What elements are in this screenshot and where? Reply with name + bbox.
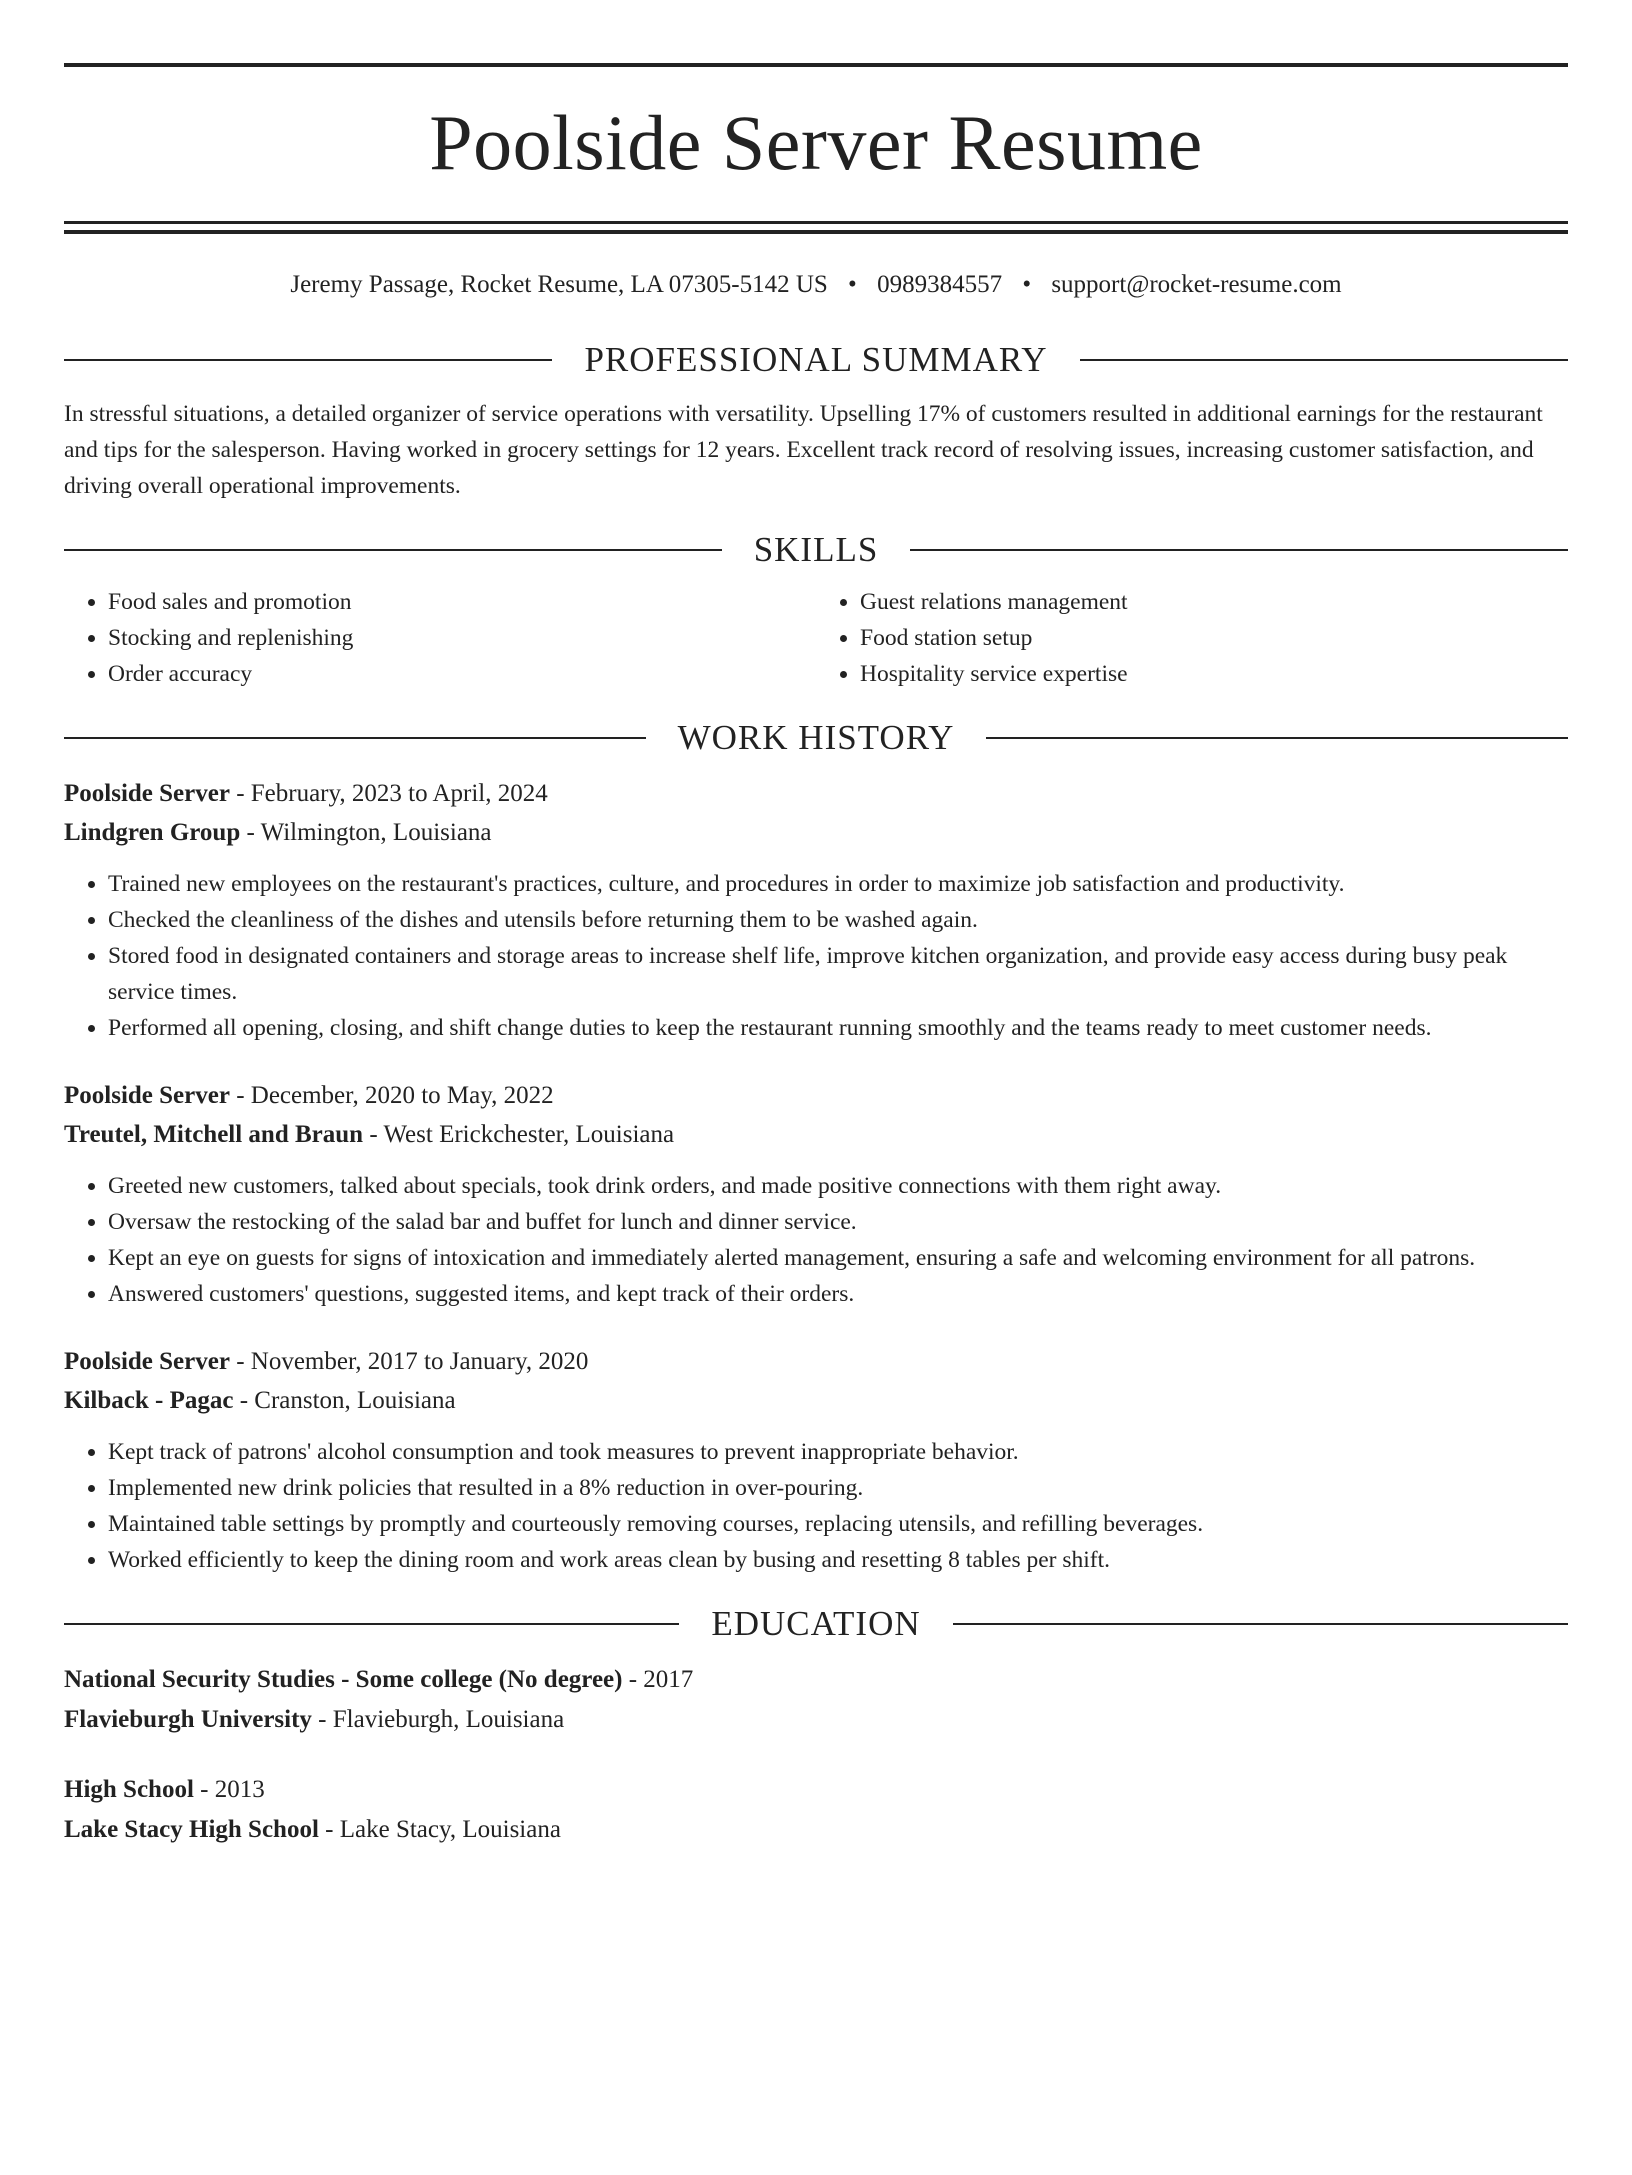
job-entry: [64, 1076, 1568, 1312]
title-double-rule: [64, 221, 1568, 234]
job-duty: • Greeted new customers, talked about specials, took drink orders, and made positive connections with them right away.: [108, 1168, 1568, 1204]
contact-separator: •: [1022, 271, 1032, 298]
education-degree: National Security Studies - Some college (No degree): [64, 1666, 623, 1693]
heading-rule: [910, 549, 1568, 551]
job-duties: [64, 1168, 1568, 1312]
education-school: Flavieburgh University: [64, 1706, 312, 1733]
job-location: - Cranston, Louisiana: [233, 1387, 456, 1414]
job-title-line: [64, 1342, 1568, 1381]
job-duties: [64, 1434, 1568, 1578]
contact-line: [64, 268, 1568, 302]
education-degree-line: [64, 1770, 1568, 1810]
skills-heading-label: SKILLS: [753, 530, 879, 569]
skill-item: • Order accuracy: [108, 656, 816, 692]
job-duty: • Performed all opening, closing, and shift change duties to keep the restaurant running smoothly and the teams ready to meet customer needs.: [108, 1010, 1568, 1046]
contact-separator: •: [848, 271, 857, 298]
heading-rule: [1080, 359, 1568, 361]
education-year: - 2017: [622, 1666, 694, 1693]
skills-column-left: [64, 584, 816, 692]
job-duty: • Kept an eye on guests for signs of intoxication and immediately alerted management, ensuring a safe and welcoming environment for all patrons.: [108, 1240, 1568, 1276]
job-duty: • Implemented new drink policies that resulted in a 8% reduction in over-pouring.: [108, 1470, 1568, 1506]
heading-rule: [64, 1623, 679, 1625]
job-company-line: [64, 1115, 1568, 1154]
job-duty: • Worked efficiently to keep the dining room and work areas clean by busing and resetting 8 tables per shift.: [108, 1542, 1568, 1578]
job-entry: [64, 774, 1568, 1046]
skills-heading: [64, 528, 1568, 572]
education-entry: [64, 1770, 1568, 1850]
job-title: Poolside Server: [64, 1082, 230, 1109]
job-duties: [64, 866, 1568, 1046]
job-title-line: [64, 1076, 1568, 1115]
job-duty: • Trained new employees on the restaurant's practices, culture, and procedures in order to maximize job satisfaction and productivity.: [108, 866, 1568, 902]
education-year: - 2013: [193, 1776, 265, 1803]
job-duty: • Maintained table settings by promptly and courteously removing courses, replacing utensils, and refilling beverages.: [108, 1506, 1568, 1542]
job-title: Poolside Server: [64, 1348, 230, 1375]
top-rule: [64, 63, 1568, 67]
heading-rule: [953, 1623, 1568, 1625]
job-title: Poolside Server: [64, 780, 230, 807]
education-location: - Lake Stacy, Louisiana: [318, 1816, 561, 1843]
job-company: Lindgren Group: [64, 819, 241, 846]
job-location: - Wilmington, Louisiana: [240, 819, 492, 846]
education-degree: High School: [64, 1776, 194, 1803]
contact-phone: 0989384557: [877, 271, 1003, 298]
job-company: Treutel, Mitchell and Braun: [64, 1121, 364, 1148]
job-location: - West Erickchester, Louisiana: [363, 1121, 675, 1148]
skill-item: • Food sales and promotion: [108, 584, 816, 620]
skill-item: • Guest relations management: [860, 584, 1568, 620]
summary-text: In stressful situations, a detailed organizer of service operations with versatility. Upselling 17% of customers resulted in additional earnings for the restaurant and tips for the salesperson. Having worked in grocery settings for 12 years. Excellent track record of resolving issues, increasing customer satisfaction, and driving overall operational improvements.: [64, 401, 1543, 499]
job-dates: - February, 2023 to April, 2024: [229, 780, 548, 807]
job-duty: • Stored food in designated containers and storage areas to increase shelf life, improve kitchen organization, and provide easy access during busy peak service times.: [108, 938, 1568, 1010]
skills-column-right: [816, 584, 1568, 692]
education-degree-line: [64, 1660, 1568, 1700]
resume-title: Poolside Server Resume: [429, 99, 1203, 186]
job-duty: • Checked the cleanliness of the dishes and utensils before returning them to be washed again.: [108, 902, 1568, 938]
contact-email: support@rocket-resume.com: [1051, 271, 1342, 298]
job-entry: [64, 1342, 1568, 1578]
job-dates: - November, 2017 to January, 2020: [229, 1348, 589, 1375]
job-duty: • Oversaw the restocking of the salad bar and buffet for lunch and dinner service.: [108, 1204, 1568, 1240]
education-entry: [64, 1660, 1568, 1740]
work-heading-label: WORK HISTORY: [677, 718, 955, 757]
summary-heading: [64, 338, 1568, 382]
heading-rule: [986, 737, 1568, 739]
education-heading-label: EDUCATION: [711, 1604, 921, 1643]
job-company-line: [64, 1381, 1568, 1420]
education-location: - Flavieburgh, Louisiana: [311, 1706, 565, 1733]
job-title-line: [64, 774, 1568, 813]
job-duty: • Answered customers' questions, suggested items, and kept track of their orders.: [108, 1276, 1568, 1312]
work-heading: [64, 716, 1568, 760]
education-school-line: [64, 1700, 1568, 1740]
job-duty: • Kept track of patrons' alcohol consumption and took measures to prevent inappropriate behavior.: [108, 1434, 1568, 1470]
skill-item: • Stocking and replenishing: [108, 620, 816, 656]
education-heading: [64, 1602, 1568, 1646]
skill-item: • Food station setup: [860, 620, 1568, 656]
summary-heading-label: PROFESSIONAL SUMMARY: [584, 340, 1048, 379]
job-company: Kilback - Pagac: [64, 1387, 234, 1414]
skills-list: [64, 584, 1568, 692]
education-school: Lake Stacy High School: [64, 1816, 319, 1843]
heading-rule: [64, 549, 722, 551]
resume-page: [0, 63, 1632, 2175]
job-dates: - December, 2020 to May, 2022: [229, 1082, 554, 1109]
skill-item: • Hospitality service expertise: [860, 656, 1568, 692]
heading-rule: [64, 737, 646, 739]
job-company-line: [64, 813, 1568, 852]
education-school-line: [64, 1810, 1568, 1850]
contact-address: Jeremy Passage, Rocket Resume, LA 07305-5142 US: [290, 271, 828, 298]
heading-rule: [64, 359, 552, 361]
